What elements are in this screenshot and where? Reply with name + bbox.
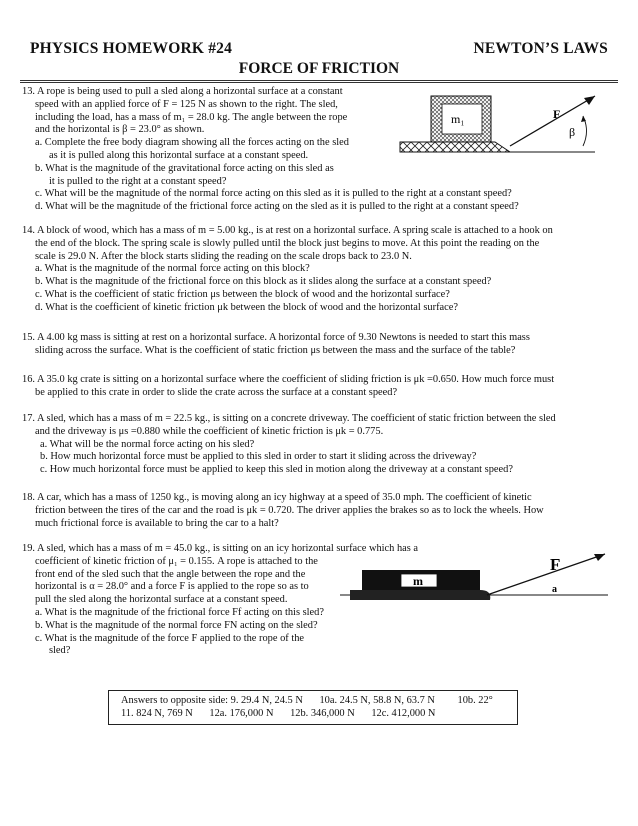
q13-part-a-cont: as it is pulled along this horizontal surface at a constant speed. — [49, 149, 309, 161]
q17-part-a: a. What will be the normal force acting on his sled? — [40, 438, 255, 450]
q17-line-2: and the driveway is μs =0.880 while the coefficient of kinetic friction is μk = 0.775. — [35, 425, 384, 437]
q14-line-2: the end of the block. The spring scale is slowly pulled until the block just begins to move. At this point the reading on the — [35, 237, 540, 249]
q16-line-2: be applied to this crate in order to slide the crate across the surface at a constant speed? — [35, 386, 398, 398]
question-17 — [22, 413, 612, 477]
q19-line-4: horizontal is α = 28.0° and a force F is applied to the rope so as to — [35, 581, 309, 593]
answer-12a: 12a. 176,000 N — [209, 708, 274, 719]
q14-part-c: c. What is the coefficient of static friction μs between the block of wood and the horizontal surface? — [35, 288, 450, 300]
answers-line-1 — [121, 694, 517, 707]
answers-box — [108, 690, 518, 725]
q19-part-c: c. What is the magnitude of the force F applied to the rope of the — [35, 632, 305, 644]
q13-part-b: b. What is the magnitude of the gravitational force acting on this sled as — [35, 162, 334, 174]
q19-line-5: pull the sled along the horizontal surface at a constant speed. — [35, 594, 288, 606]
answer-10a: 10a. 24.5 N, 58.8 N, 63.7 N — [319, 695, 435, 706]
sled-diagram-19 — [340, 548, 612, 618]
q19-line-2: coefficient of kinetic friction of μ₁ = 0.155. A rope is attached to the — [35, 555, 318, 567]
q13-line-4: and the horizontal is β = 23.0° as shown. — [35, 124, 205, 136]
q14-line-3: scale is 29.0 N. After the block starts sliding the reading on the scale drops back to 23.0 N. — [35, 250, 412, 262]
q13-line-1: 13. A rope is being used to pull a sled along a horizontal surface at a constant — [22, 86, 343, 97]
header-rule — [20, 80, 618, 81]
q14-part-a: a. What is the magnitude of the normal force acting on this block? — [35, 263, 310, 275]
arc-arrow-top — [581, 116, 586, 122]
q13-line-2: speed with an applied force of F = 125 N as shown to the right. The sled, — [35, 98, 338, 110]
question-18 — [22, 492, 612, 530]
q19-part-a: a. What is the magnitude of the frictional force Ff acting on this sled? — [35, 606, 324, 618]
q15-line-1: 15. A 4.00 kg mass is sitting at rest on a horizontal surface. A horizontal force of 9.30 Newtons is needed to start this mass — [22, 332, 530, 343]
q18-line-2: friction between the tires of the car and the road is μk = 0.720. The driver applies the brakes so as to lock the wheels. How — [35, 504, 544, 516]
force-label: F — [553, 107, 561, 121]
rope-force-19 — [487, 554, 605, 595]
q19-line-3: front end of the sled such that the angle between the rope and the — [35, 568, 306, 580]
header-rule-2 — [20, 82, 618, 83]
q13-part-a: a. Complete the free body diagram showing all the forces acting on the sled — [35, 137, 349, 149]
q19-part-c-cont: sled? — [49, 645, 71, 657]
question-16 — [22, 374, 612, 400]
q17-part-c: c. How much horizontal force must be applied to keep this sled in motion along the driveway at a constant speed? — [40, 464, 513, 476]
answers-line-2 — [121, 707, 517, 720]
answer-10b: 10b. 22° — [457, 695, 493, 706]
force-label-19: F — [550, 555, 561, 574]
question-14 — [22, 225, 612, 315]
question-15 — [22, 332, 612, 358]
mass-label: m₁ — [451, 112, 465, 126]
q17-part-b: b. How much horizontal force must be applied to this sled in order to start it sliding across the driveway? — [40, 451, 477, 463]
q14-part-d: d. What is the coefficient of kinetic friction μk between the block of wood and the horizontal surface? — [35, 301, 458, 313]
answer-9: Answers to opposite side: 9. 29.4 N, 24.5 N — [121, 695, 303, 706]
q18-line-3: much frictional force is available to bring the car to a halt? — [35, 517, 279, 529]
q14-line-1: 14. A block of wood, which has a mass of m = 5.00 kg., is at rest on a horizontal surface. A spring scale is attached to a hook on — [22, 225, 553, 236]
q15-line-2: sliding across the surface. What is the coefficient of static friction μs between the mass and the surface of the table? — [35, 344, 516, 356]
force-arrowhead — [584, 96, 595, 105]
q17-line-1: 17. A sled, which has a mass of m = 22.5 kg., is sitting on a concrete driveway. The coefficient of static friction between the sled — [22, 413, 556, 424]
q19-part-b: b. What is the magnitude of the normal force FN acting on the sled? — [35, 619, 318, 631]
q13-part-c: c. What will be the magnitude of the normal force acting on this sled as it is pulled to the right at a constant speed? — [35, 188, 512, 200]
q16-line-1: 16. A 35.0 kg crate is sitting on a horizontal surface where the coefficient of sliding friction is μk =0.650. How much force must — [22, 374, 555, 385]
unit-title: NEWTON’S LAWS — [473, 40, 608, 57]
q13-part-d: d. What will be the magnitude of the frictional force acting on the sled as it is pulled to the right at a constant speed? — [35, 201, 519, 213]
q13-part-b-cont: it is pulled to the right at a constant speed? — [49, 175, 227, 187]
mass-label-19: m — [413, 574, 423, 588]
angle-label: β — [569, 125, 576, 139]
q18-line-1: 18. A car, which has a mass of 1250 kg., is moving along an icy highway at a speed of 35.0 mph. The coefficient of kinetic — [22, 492, 532, 503]
answer-12b: 12b. 346,000 N — [290, 708, 355, 719]
angle-label-19: a — [552, 584, 557, 595]
sled-diagram-13 — [395, 86, 610, 166]
sled-runner-19 — [350, 590, 490, 600]
topic-title: FORCE OF FRICTION — [238, 60, 400, 77]
q14-part-b: b. What is the magnitude of the frictional force on this block as it slides along the surface at a constant speed? — [35, 276, 492, 288]
answer-11: 11. 824 N, 769 N — [121, 708, 193, 719]
sled-base — [400, 142, 510, 152]
q19-line-1: 19. A sled, which has a mass of m = 45.0 kg., is sitting on an icy horizontal surface which has a — [22, 543, 419, 554]
worksheet-title: PHYSICS HOMEWORK #24 — [30, 40, 233, 57]
q13-line-3: including the load, has a mass of m₁ = 28.0 kg. The angle between the rope — [35, 111, 348, 123]
answer-12c: 12c. 412,000 N — [371, 708, 436, 719]
